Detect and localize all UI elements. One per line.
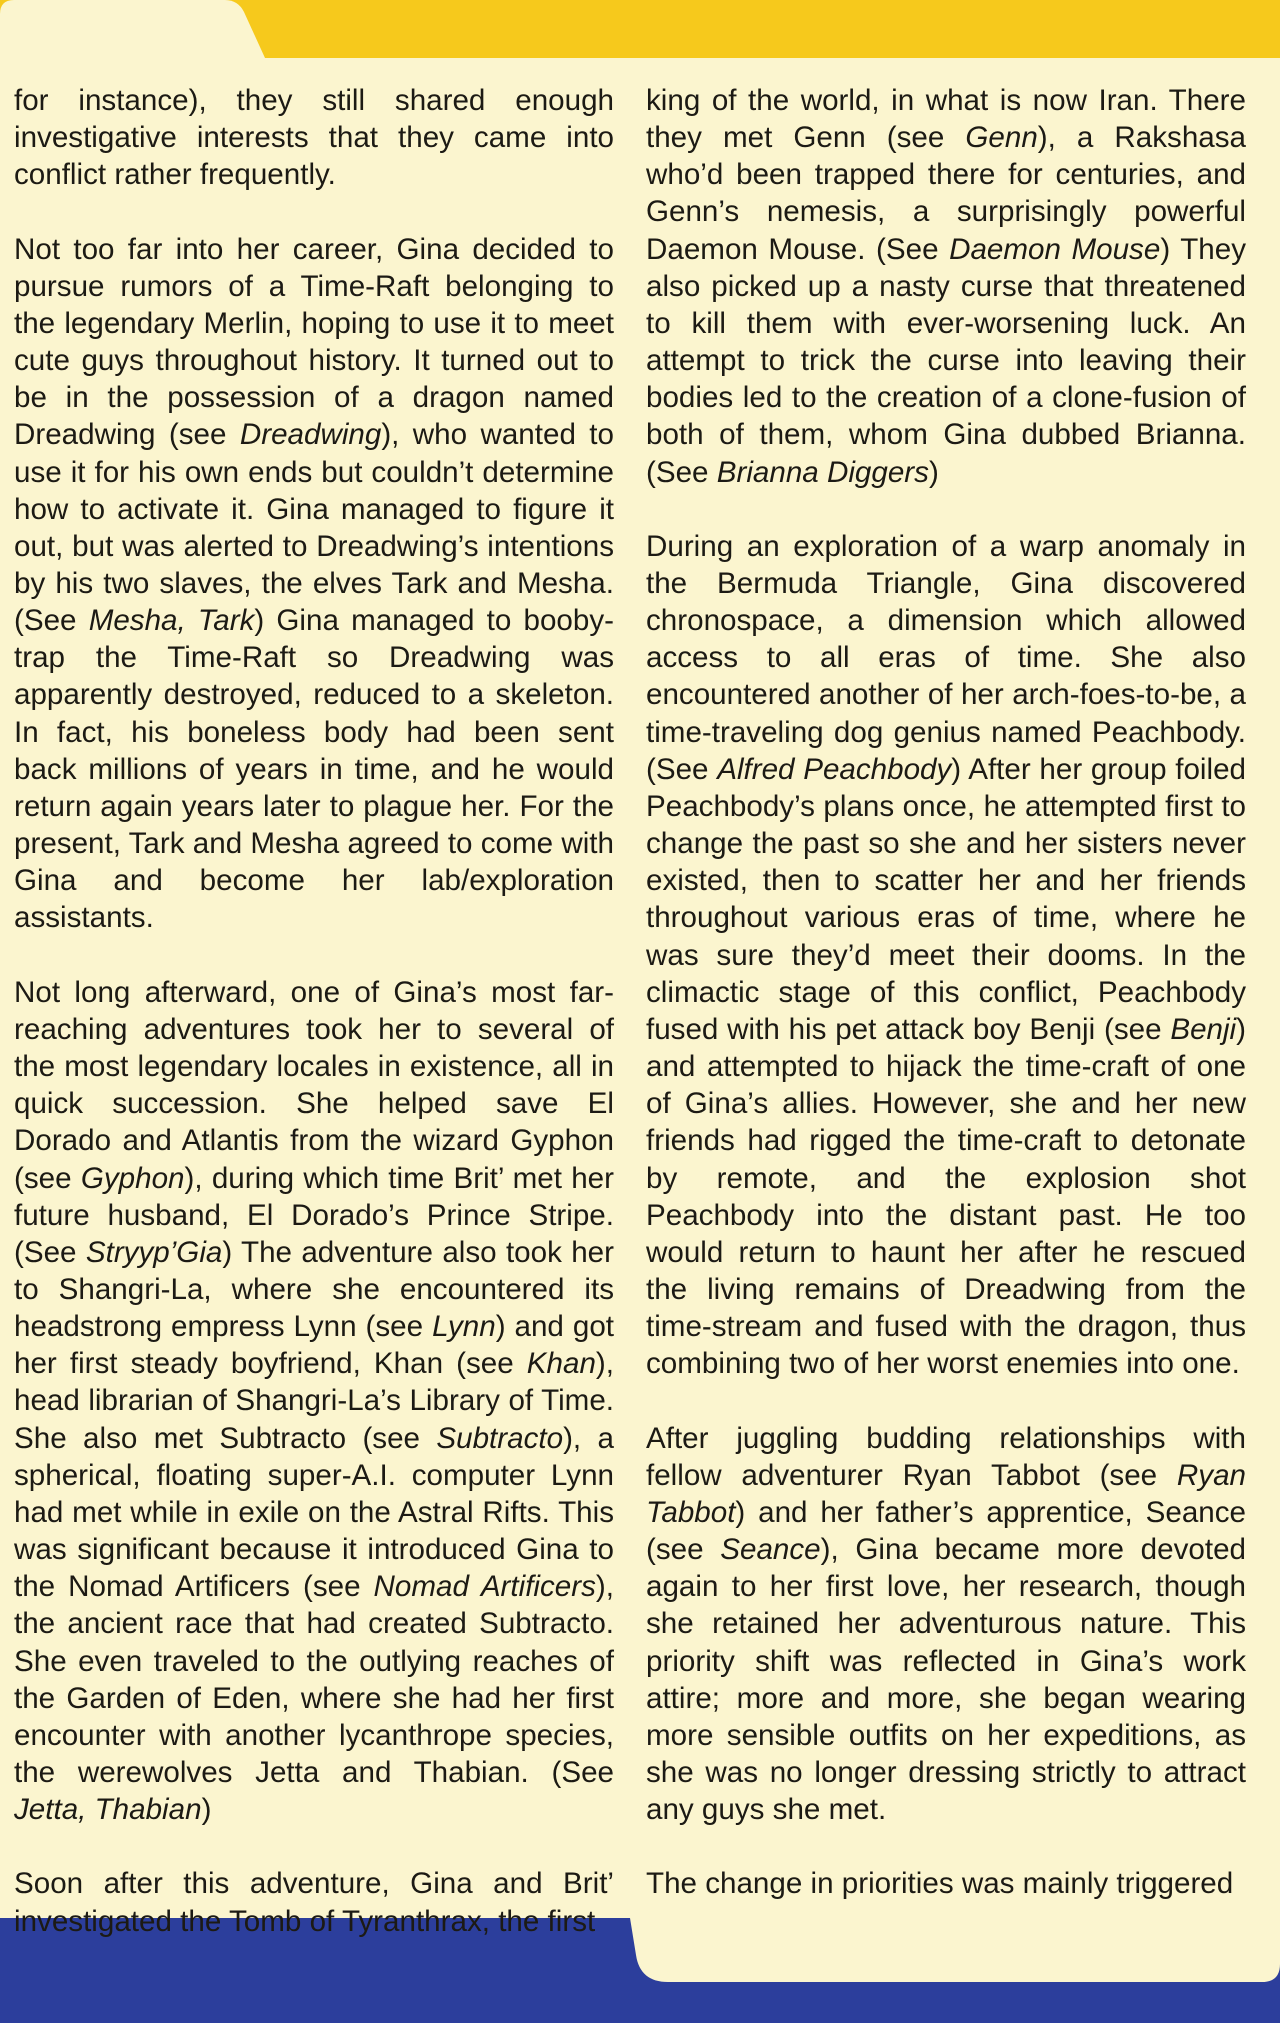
text-run: ), a spherical, floating super-A.I. computer Lynn had met while in exile on the Astral Rifts. This was significant because it introduced Gina to the Nomad Artificers (see (14, 1421, 614, 1604)
text-run: ) Gina managed to booby-trap the Time-Raft so Dreadwing was apparently destroyed, reduced to a skeleton. In fact, his boneless body had been sent back millions of years in time, and he would return again years later to plague her. For the present, Tark and Mesha agreed to come with Gina and become her lab/exploration assistants. (14, 604, 614, 935)
paragraph-p8 (646, 1865, 1246, 1902)
text-run: ) and her father’s apprentice, Seance (see (646, 1495, 1246, 1567)
text-run: king of the world, in what is now Iran. There they met Genn (see (646, 84, 1246, 155)
text-run: ), a Rakshasa who’d been trapped there for centuries, and Genn’s nemesis, a surprisingly powerful Daemon Mouse. (See (646, 121, 1247, 266)
left-column (14, 82, 614, 1940)
page-tab (0, 0, 265, 58)
cross-reference: Alfred Peachbody (717, 752, 952, 786)
cross-reference: Stryyp’Gia (85, 1235, 223, 1269)
cross-reference: Daemon Mouse (949, 232, 1161, 266)
page-bottom-tail (630, 1918, 1280, 1982)
text-run: ) and attempted to hijack the time-craft of one of Gina’s allies. However, she and her new friends had rigged the time-craft to detonate by remote, and the explosion shot Peachbody into the distant past. He too would return to haunt her after he rescued the living remains of Dreadwing from the time-stream and fused with the dragon, thus combining two of her worst enemies into one. (646, 1012, 1246, 1381)
text-run: for instance), they still shared enough investigative interests that they came into conflict rather frequently. (14, 84, 614, 192)
paragraph-p6 (646, 528, 1246, 1383)
text-run: ), during which time Brit’ met her future husband, El Dorado’s Prince Stripe. (See (14, 1161, 614, 1269)
paragraph-p7 (646, 1420, 1246, 1829)
text-run: ) (928, 455, 939, 489)
right-column (646, 82, 1246, 1903)
cross-reference: Mesha, Tark (88, 604, 255, 638)
text-run: During an exploration of a warp anomaly in the Bermuda Triangle, Gina discovered chronospace, a dimension which allowed access to all eras of time. She also encountered another of her arch-foes-to-be, a time-traveling dog genius named Peachbody. (See (646, 529, 1246, 786)
cross-reference: Jetta, Thabian (14, 1793, 202, 1827)
text-run: ), who wanted to use it for his own ends but couldn’t determine how to activate it. Gina managed to figure it out, but was alerted to Dreadwing’s intentions by his two slaves, the elves Tark and Mesha. (See (14, 418, 614, 638)
cross-reference: Genn (965, 121, 1038, 155)
paragraph-p2 (14, 231, 614, 937)
paragraph-p5 (646, 82, 1246, 491)
cross-reference: Ryan Tabbot (646, 1458, 1246, 1529)
text-run: ), Gina became more devoted again to her first love, her research, though she retained her adventurous nature. This priority shift was reflected in Gina’s work attire; more and more, she began wearing more sensible outfits on her expeditions, as she was no longer dressing strictly to attract any guys she met. (646, 1533, 1246, 1827)
cross-reference: Subtracto (436, 1421, 564, 1455)
cross-reference: Brianna Diggers (716, 455, 929, 489)
cross-reference: Khan (526, 1347, 596, 1381)
cross-reference: Nomad Artificers (373, 1570, 596, 1604)
text-run: ) and got her first steady boyfriend, Khan (see (14, 1310, 614, 1381)
text-run: After juggling budding relationships with fellow adventurer Ryan Tabbot (see (646, 1421, 1246, 1492)
text-run: The change in priorities was mainly triggered (646, 1867, 1234, 1901)
text-run: ) After her group foiled Peachbody’s plans once, he attempted first to change the past so she and her sisters never existed, then to scatter her and her friends throughout various eras of time, where he was sure they’d meet their dooms. In the climactic stage of this conflict, Peachbody fused with his pet attack boy Benji (see (646, 752, 1246, 1046)
cross-reference: Lynn (432, 1310, 496, 1344)
text-run: ), head librarian of Shangri-La’s Library of Time. She also met Subtracto (see (14, 1347, 614, 1455)
paragraph-p3 (14, 974, 614, 1829)
paragraph-p4 (14, 1865, 614, 1939)
paragraph-p1 (14, 82, 614, 193)
cross-reference: Dreadwing (239, 418, 382, 452)
text-run: ) The adventure also took her to Shangri-La, where she encountered its headstrong empress Lynn (see (14, 1235, 614, 1344)
cross-reference: Seance (720, 1533, 821, 1567)
text-run: Not too far into her career, Gina decided to pursue rumors of a Time-Raft belonging to the legendary Merlin, hoping to use it to meet cute guys throughout history. It turned out to be in the possession of a dragon named Dreadwing (see (14, 232, 614, 452)
text-run: ), the ancient race that had created Subtracto. She even traveled to the outlying reaches of the Garden of Eden, where she had her first encounter with another lycanthrope species, the werewolves Jetta and Thabian. (See (14, 1570, 614, 1789)
text-run: Soon after this adventure, Gina and Brit’ investigated the Tomb of Tyranthrax, the first (14, 1867, 614, 1938)
text-run: ) (201, 1793, 212, 1827)
text-run: Not long afterward, one of Gina’s most far-reaching adventures took her to several of the most legendary locales in existence, all in quick succession. She helped save El Dorado and Atlantis from the wizard Gyphon (see (14, 975, 614, 1195)
cross-reference: Benji (1170, 1012, 1237, 1046)
cross-reference: Gyphon (80, 1161, 185, 1195)
text-run: ) They also picked up a nasty curse that threatened to kill them with ever-worsening luck. An attempt to trick the curse into leaving their bodies led to the creation of a clone-fusion of both of them, whom Gina dubbed Brianna. (See (646, 232, 1246, 489)
